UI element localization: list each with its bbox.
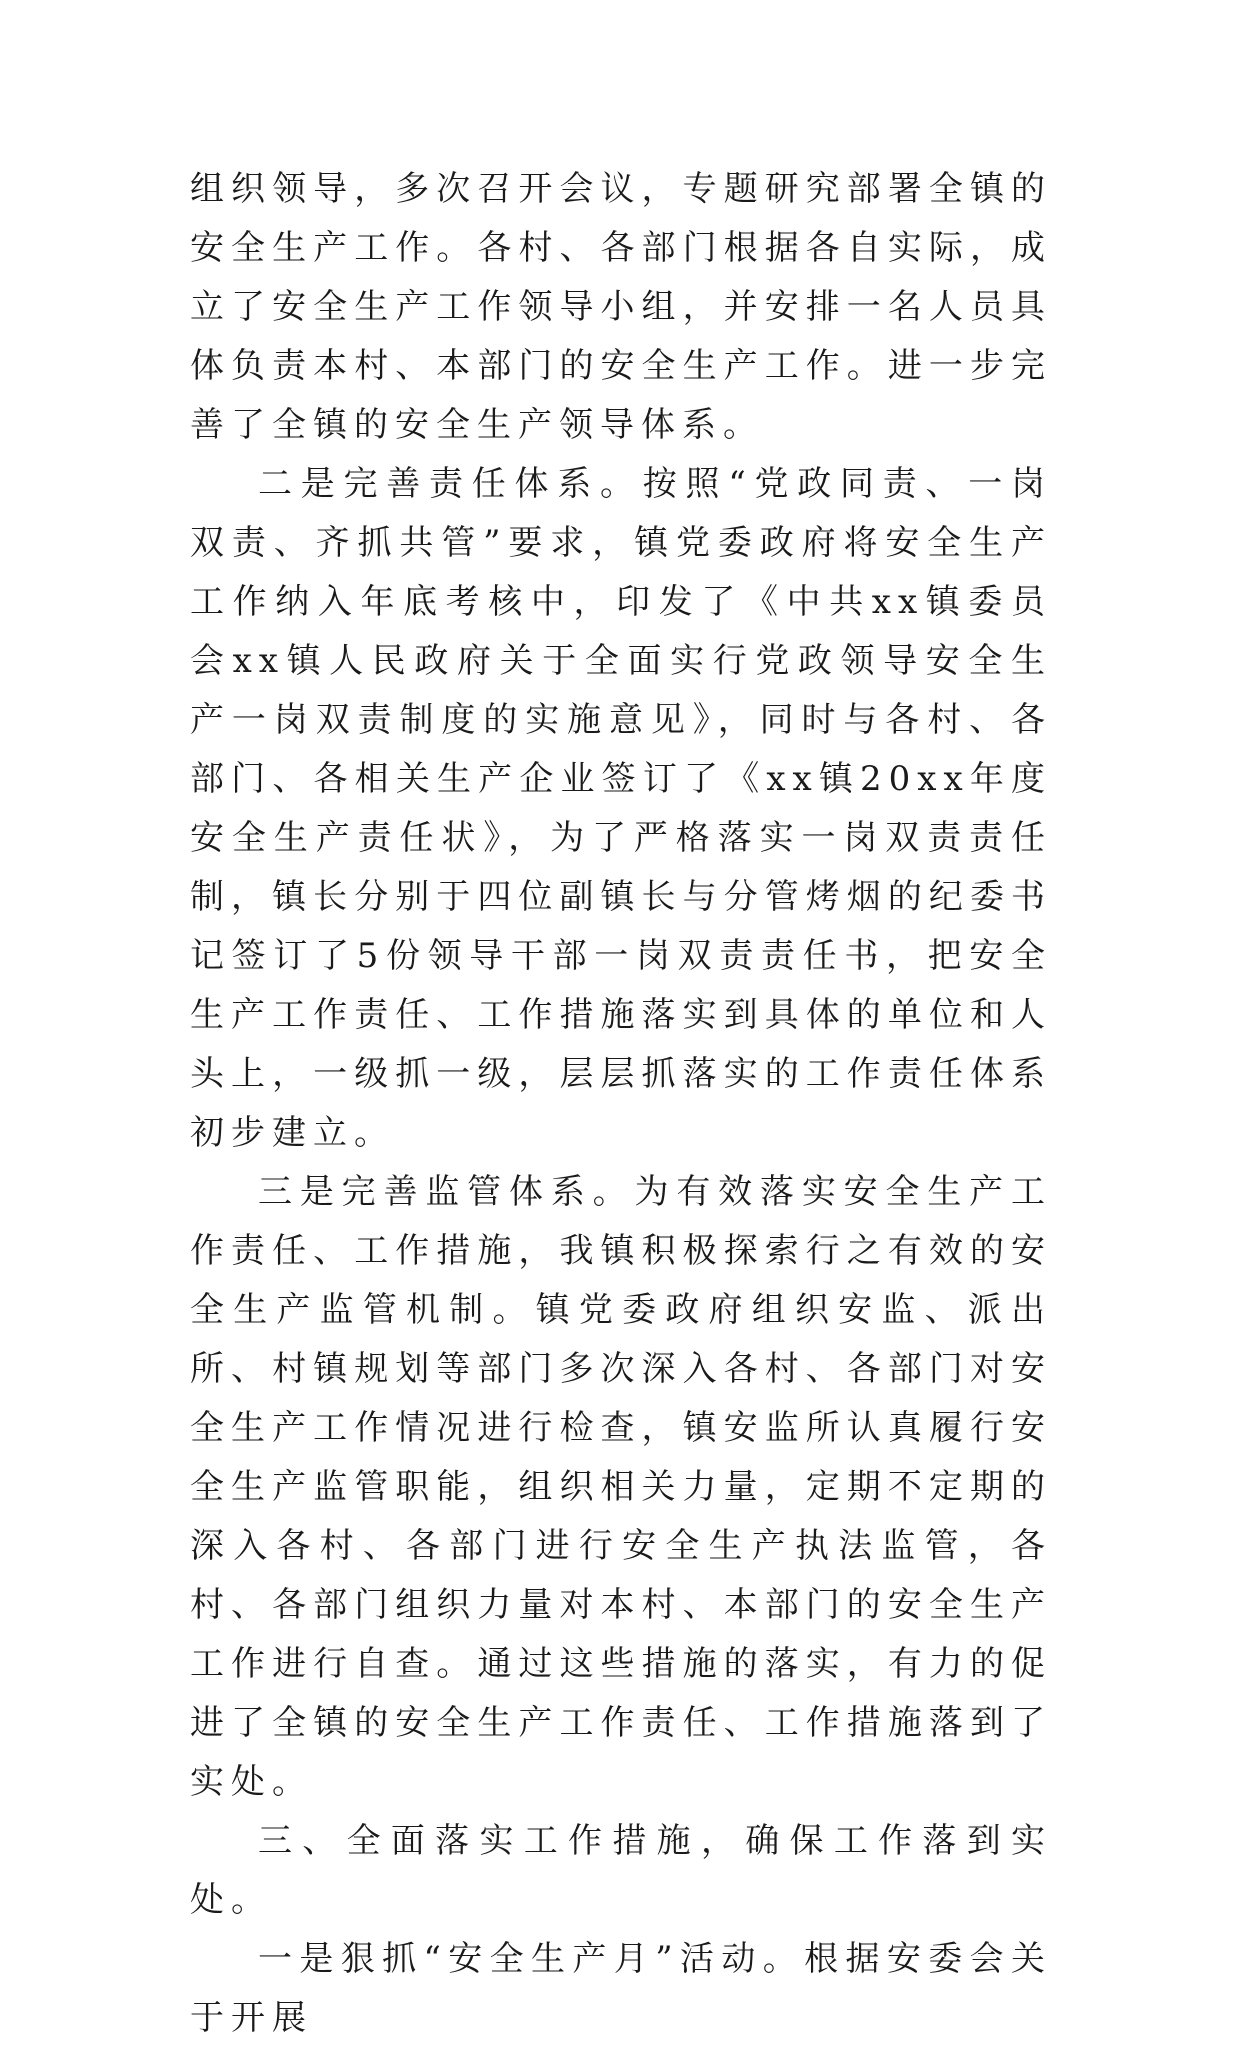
body-text <box>190 160 1052 2048</box>
paragraph-safety-month: 一是狠抓“安全生产月”活动。根据安委会关于开展 <box>190 1939 1052 2038</box>
paragraph-leadership: 组织领导，多次召开会议，专题研究部署全镇的安全生产工作。各村、各部门根据各自实际，成立了安全生产工作领导小组，并安排一名人员具体负责本村、本部门的安全生产工作。进一步完善了全镇的安全生产领导体系。 <box>190 169 1052 445</box>
paragraph-supervision-system: 三是完善监管体系。为有效落实安全生产工作责任、工作措施，我镇积极探索行之有效的安全生产监管机制。镇党委政府组织安监、派出所、村镇规划等部门多次深入各村、各部门对安全生产工作情况进行检查，镇安监所认真履行安全生产监管职能，组织相关力量，定期不定期的深入各村、各部门进行安全生产执法监管，各村、各部门组织力量对本村、本部门的安全生产工作进行自查。通过这些措施的落实，有力的促进了全镇的安全生产工作责任、工作措施落到了实处。 <box>190 1172 1052 1802</box>
paragraph-responsibility-system: 二是完善责任体系。按照“党政同责、一岗双责、齐抓共管”要求，镇党委政府将安全生产工作纳入年底考核中，印发了《中共xx镇委员会xx镇人民政府关于全面实行党政领导安全生产一岗双责制度的实施意见》，同时与各村、各部门、各相关生产企业签订了《xx镇20xx年度安全生产责任状》，为了严格落实一岗双责责任制，镇长分别于四位副镇长与分管烤烟的纪委书记签订了5份领导干部一岗双责责任书，把安全生产工作责任、工作措施落实到具体的单位和人头上，一级抓一级，层层抓落实的工作责任体系初步建立。 <box>190 464 1052 1153</box>
section-heading-measures: 三、全面落实工作措施，确保工作落到实处。 <box>190 1821 1052 1920</box>
